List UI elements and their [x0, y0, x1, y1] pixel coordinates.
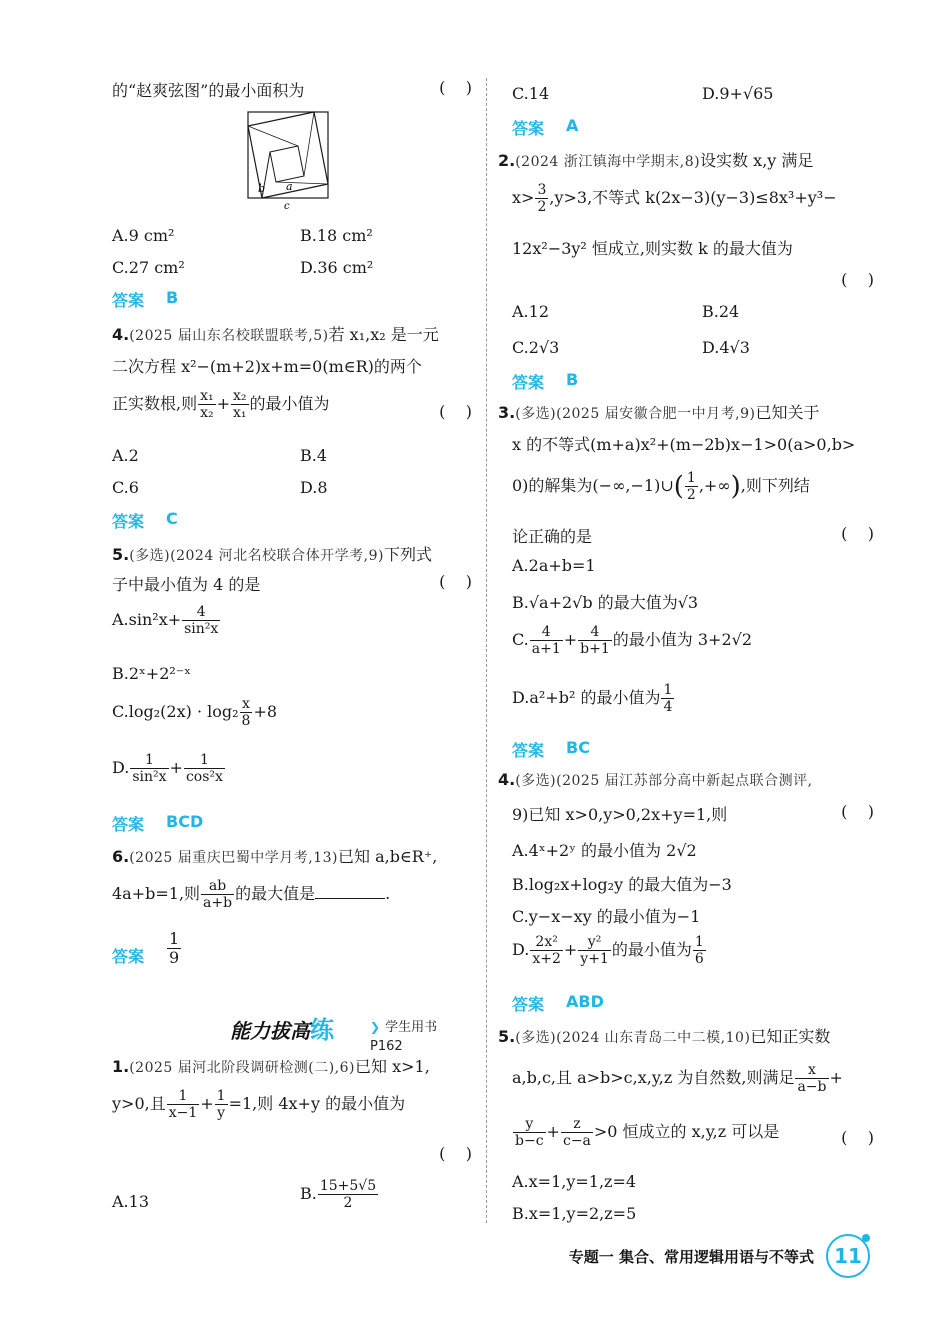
answer-label: 答案 [112, 291, 145, 310]
answer-paren: ( ) [439, 1144, 472, 1163]
answer-paren: ( ) [841, 1128, 874, 1147]
option-c[interactable]: C.log₂(2x) · log₂ $\frac{x}{8}$ +8 [112, 696, 278, 730]
option-c[interactable]: C.y−x−xy 的最小值为−1 [512, 907, 701, 926]
section-question-4-line1: 4.(多选)(2025 届江苏部分高中新起点联合测评, [498, 770, 813, 789]
option-b[interactable]: B.x=1,y=2,z=5 [512, 1204, 637, 1223]
section-question-5-line2: a,b,c,且 a>b>c,x,y,z 为自然数,则满足 $\frac{x}{a-b}$ + [512, 1062, 843, 1096]
section-question-4-line2: 9)已知 x>0,y>0,2x+y=1,则 [512, 805, 728, 824]
page-number: 11 [826, 1234, 870, 1278]
option-d[interactable]: D.8 [300, 478, 328, 497]
option-d[interactable]: D. $\frac{\text{2x²}}{x+2}$ + $\frac{\text{y²}}{y+1}$ 的最小值为 $\frac{1}{6}$ [512, 934, 704, 968]
section-question-3-line4: 论正确的是 [512, 527, 593, 546]
answer-label: 答案 [112, 512, 145, 531]
chevron-right-icon: ❯ [370, 1020, 381, 1034]
answer-value: ABD [566, 992, 604, 1011]
dot-icon [862, 1234, 870, 1242]
option-a[interactable]: A.13 [112, 1192, 149, 1211]
answer-paren: ( ) [841, 802, 874, 821]
zhaoshuang-diagram [242, 110, 334, 210]
answer-blank[interactable] [315, 884, 385, 899]
section-question-5-line1: 5.(多选)(2024 山东青岛二中二模,10)已知正实数 [498, 1027, 831, 1046]
answer-paren: ( ) [841, 270, 874, 289]
question-6-line1: 6.(2025 届重庆巴蜀中学月考,13)已知 a,b∈R⁺, [112, 847, 438, 866]
section-question-2-line2: x> $\frac{3}{2}$ ,y>3,不等式 k(2x−3)(y−3)≤8x³+y³− [512, 182, 837, 216]
option-a[interactable]: A.9 cm² [112, 226, 175, 245]
option-c[interactable]: C. $\frac{4}{a+1}$ + $\frac{4}{b+1}$ 的最小值为 3+2√2 [512, 624, 752, 658]
option-d[interactable]: D.4√3 [702, 338, 750, 357]
answer-paren: ( ) [439, 572, 472, 591]
option-b[interactable]: B.log₂x+log₂y 的最大值为−3 [512, 875, 732, 894]
label-b: b [258, 182, 266, 195]
option-c[interactable]: C.6 [112, 478, 139, 497]
label-a: a [286, 180, 293, 193]
option-b[interactable]: B.18 cm² [300, 226, 373, 245]
answer-value: B [166, 288, 179, 307]
answer-label: 答案 [512, 119, 545, 138]
section-question-2-line1: 2.(2024 浙江镇海中学期末,8)设实数 x,y 满足 [498, 151, 814, 170]
section-question-1-line2: y>0,且 $\frac{1}{x-1}$ + $\frac{1}{y}$ =1,则 4x+y 的最小值为 [112, 1088, 406, 1122]
answer-value: BC [566, 738, 590, 757]
column-divider [486, 78, 487, 1223]
option-d[interactable]: D. $\frac{1}{\text{sin²x}}$ + $\frac{1}{\text{cos²x}}$ [112, 752, 223, 786]
section-question-3-line2: x 的不等式(m+a)x²+(m−2b)x−1>0(a>0,b> [512, 435, 856, 454]
section-ref: ❯ 学生用书 P162 [370, 1020, 438, 1054]
section-question-5-line3: $\frac{y}{b-c}$ + $\frac{z}{c-a}$ >0 恒成立的 x,y,z 可以是 [515, 1116, 780, 1150]
answer-value: B [566, 370, 579, 389]
chapter-title: 专题一 集合、常用逻辑用语与不等式 [568, 1247, 814, 1266]
answer-value: $\frac{1}{9}$ [169, 929, 180, 968]
answer-value: BCD [166, 812, 204, 831]
section-question-2-line3: 12x²−3y² 恒成立,则实数 k 的最大值为 [512, 239, 793, 258]
question-5-line1: 5.(多选)(2024 河北名校联合体开学考,9)下列式 [112, 545, 433, 564]
section-question-3-line3: 0)的解集为(−∞,−1)∪( $\frac{1}{2}$ ,+∞),则下列结 [512, 470, 810, 504]
question-5-line2: 子中最小值为 4 的是 [112, 575, 261, 594]
answer-label: 答案 [512, 373, 545, 392]
question-6-line2: 4a+b=1,则 $\frac{ab}{a+b}$ 的最大值是 . [112, 878, 391, 912]
answer-paren: ( ) [841, 524, 874, 543]
option-c[interactable]: C.27 cm² [112, 258, 185, 277]
answer-value: C [166, 509, 178, 528]
option-d[interactable]: D.a²+b² 的最小值为 $\frac{1}{4}$ [512, 682, 673, 716]
question-4-line2: 二次方程 x²−(m+2)x+m=0(m∈R)的两个 [112, 357, 422, 376]
option-b[interactable]: B.√a+2√b 的最大值为√3 [512, 593, 699, 612]
option-b[interactable]: B.24 [702, 302, 740, 321]
option-d[interactable]: D.9+√65 [702, 84, 774, 103]
question-4-line3: 正实数根,则 $\frac{\text{x₁}}{\text{x₂}}$ + $\frac{\text{x₂}}{\text{x₁}}$ 的最小值为 [112, 388, 330, 422]
section-question-1-line1: 1.(2025 届河北阶段调研检测(二),6)已知 x>1, [112, 1057, 430, 1076]
answer-label: 答案 [112, 815, 145, 834]
label-c: c [284, 201, 290, 210]
option-b[interactable]: B. $\frac{15+5√5}{2}$ [300, 1178, 377, 1212]
option-a[interactable]: A.2a+b=1 [512, 556, 596, 575]
answer-value: A [566, 116, 579, 135]
option-a[interactable]: A.sin²x+ $\frac{4}{\text{sin²x}}$ [112, 604, 219, 638]
option-b[interactable]: B.2ˣ+2²⁻ˣ [112, 664, 192, 683]
answer-label: 答案 [512, 995, 545, 1014]
page-footer [569, 1234, 870, 1278]
section-question-3-line1: 3.(多选)(2025 届安徽合肥一中月考,9)已知关于 [498, 403, 820, 422]
option-a[interactable]: A.4ˣ+2ʸ 的最小值为 2√2 [512, 841, 697, 860]
section-header: 能力拔高练 [230, 1016, 334, 1044]
option-a[interactable]: A.12 [512, 302, 549, 321]
answer-paren: ( ) [439, 402, 472, 421]
question-4-line1: 4.(2025 届山东名校联盟联考,5)若 x₁,x₂ 是一元 [112, 325, 439, 344]
option-a[interactable]: A.x=1,y=1,z=4 [512, 1172, 637, 1191]
option-b[interactable]: B.4 [300, 446, 328, 465]
answer-label: 答案 [112, 947, 145, 966]
option-d[interactable]: D.36 cm² [300, 258, 374, 277]
option-c[interactable]: C.2√3 [512, 338, 560, 357]
answer-label: 答案 [512, 741, 545, 760]
answer-paren: ( ) [439, 78, 472, 97]
option-c[interactable]: C.14 [512, 84, 550, 103]
option-a[interactable]: A.2 [112, 446, 139, 465]
question-intro: 的“赵爽弦图”的最小面积为 [112, 81, 305, 100]
